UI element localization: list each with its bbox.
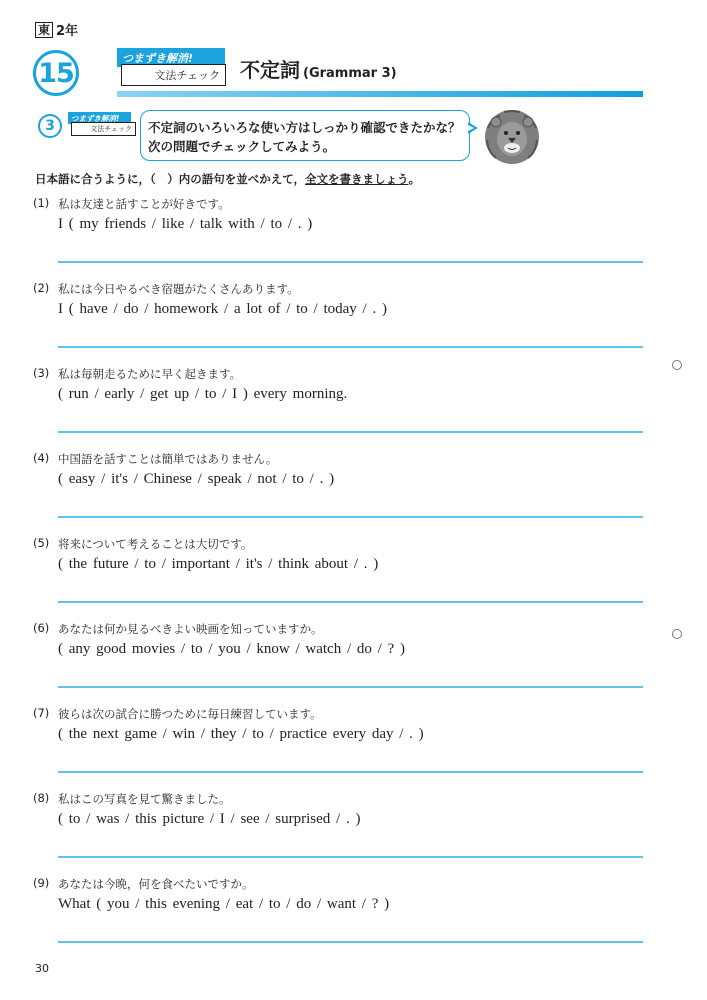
question-japanese bbox=[33, 451, 277, 467]
question-japanese bbox=[33, 281, 299, 297]
title-main: 不定詞 bbox=[240, 58, 300, 82]
answer-line[interactable] bbox=[58, 516, 643, 518]
header-tag-top: つまずき解消! bbox=[117, 48, 225, 67]
question-4 bbox=[33, 451, 643, 536]
question-japanese bbox=[33, 706, 322, 722]
question-3 bbox=[33, 366, 643, 451]
lion-mascot-icon bbox=[482, 108, 542, 166]
punch-hole-marker bbox=[672, 629, 682, 639]
question-8 bbox=[33, 791, 643, 876]
header-tag bbox=[117, 48, 226, 85]
question-japanese-text: 将来について考えることは大切です。 bbox=[58, 537, 253, 551]
question-2 bbox=[33, 281, 643, 366]
section-tag-top: つまずき解消! bbox=[68, 112, 131, 124]
answer-line[interactable] bbox=[58, 431, 643, 433]
title-underline-bar bbox=[117, 91, 643, 97]
question-number: (5) bbox=[33, 536, 50, 550]
question-number: (7) bbox=[33, 706, 50, 720]
section-tag-bottom: 文法チェック bbox=[71, 122, 136, 136]
question-english-prompt: What ( you / this evening / eat / to / do / want / ? ) bbox=[58, 896, 390, 912]
answer-line[interactable] bbox=[58, 601, 643, 603]
region-box: 東 bbox=[35, 22, 53, 38]
page-number: 30 bbox=[35, 962, 49, 975]
bubble-line-1: 不定詞のいろいろな使い方はしっかり確認できたかな？ bbox=[148, 120, 461, 135]
punch-hole-marker bbox=[672, 360, 682, 370]
section-number-badge: 3 bbox=[38, 114, 62, 138]
speech-bubble-tail bbox=[468, 122, 478, 134]
question-japanese bbox=[33, 791, 231, 807]
question-english-prompt: ( any good movies / to / you / know / watch / do / ? ) bbox=[58, 641, 405, 657]
question-japanese-text: 私は毎朝走るために早く起きます。 bbox=[58, 367, 242, 381]
question-number: (3) bbox=[33, 366, 50, 380]
unit-number-badge: 15 bbox=[33, 50, 79, 96]
question-japanese-text: 私は友達と話すことが好きです。 bbox=[58, 197, 230, 211]
question-number: (4) bbox=[33, 451, 50, 465]
question-japanese-text: あなたは何か見るべきよい映画を知っていますか。 bbox=[58, 622, 323, 636]
question-english-prompt: I ( my friends / like / talk with / to / . ) bbox=[58, 216, 313, 232]
question-number: (1) bbox=[33, 196, 50, 210]
question-1 bbox=[33, 196, 643, 281]
question-english-prompt: ( to / was / this picture / I / see / surprised / . ) bbox=[58, 811, 361, 827]
instructions-suffix: 。 bbox=[408, 172, 421, 186]
grade-label bbox=[35, 20, 78, 39]
question-english-prompt: ( run / early / get up / to / I ) every morning. bbox=[58, 386, 348, 402]
question-number: (2) bbox=[33, 281, 50, 295]
answer-line[interactable] bbox=[58, 346, 643, 348]
question-japanese-text: 私はこの写真を見て驚きました。 bbox=[58, 792, 231, 806]
question-japanese-text: 私には今日やるべき宿題がたくさんあります。 bbox=[58, 282, 299, 296]
question-japanese bbox=[33, 536, 252, 552]
question-number: (9) bbox=[33, 876, 50, 890]
answer-line[interactable] bbox=[58, 941, 643, 943]
question-japanese-text: 中国語を話すことは簡単ではありません。 bbox=[58, 452, 278, 466]
question-japanese-text: あなたは今晩，何を食べたいですか。 bbox=[58, 877, 254, 891]
answer-line[interactable] bbox=[58, 771, 643, 773]
question-japanese-text: 彼らは次の試合に勝つために毎日練習しています。 bbox=[58, 707, 322, 721]
question-japanese bbox=[33, 366, 241, 382]
question-number: (8) bbox=[33, 791, 50, 805]
answer-line[interactable] bbox=[58, 261, 643, 263]
question-9 bbox=[33, 876, 643, 961]
question-6 bbox=[33, 621, 643, 706]
question-number: (6) bbox=[33, 621, 50, 635]
instructions bbox=[35, 171, 420, 187]
answer-line[interactable] bbox=[58, 686, 643, 688]
question-english-prompt: I ( have / do / homework / a lot of / to / today / . ) bbox=[58, 301, 387, 317]
question-japanese bbox=[33, 876, 254, 892]
question-5 bbox=[33, 536, 643, 621]
bubble-line-2: 次の問題でチェックしてみよう。 bbox=[148, 139, 336, 154]
instructions-prefix: 日本語に合うように，（ ）内の語句を並べかえて， bbox=[35, 172, 306, 186]
speech-bubble bbox=[140, 110, 470, 161]
question-english-prompt: ( easy / it's / Chinese / speak / not / to / . ) bbox=[58, 471, 335, 487]
question-english-prompt: ( the next game / win / they / to / practice every day / . ) bbox=[58, 726, 424, 742]
title-sub: (Grammar 3) bbox=[303, 66, 397, 81]
grade-number: 2年 bbox=[56, 24, 79, 39]
question-japanese bbox=[33, 196, 230, 212]
question-7 bbox=[33, 706, 643, 791]
question-japanese bbox=[33, 621, 323, 637]
question-english-prompt: ( the future / to / important / it's / think about / . ) bbox=[58, 556, 379, 572]
header-tag-bottom: 文法チェック bbox=[121, 64, 226, 86]
page-title bbox=[240, 54, 397, 83]
answer-line[interactable] bbox=[58, 856, 643, 858]
section-tag bbox=[68, 112, 136, 136]
instructions-underlined: 全文を書きましょう bbox=[305, 172, 409, 186]
